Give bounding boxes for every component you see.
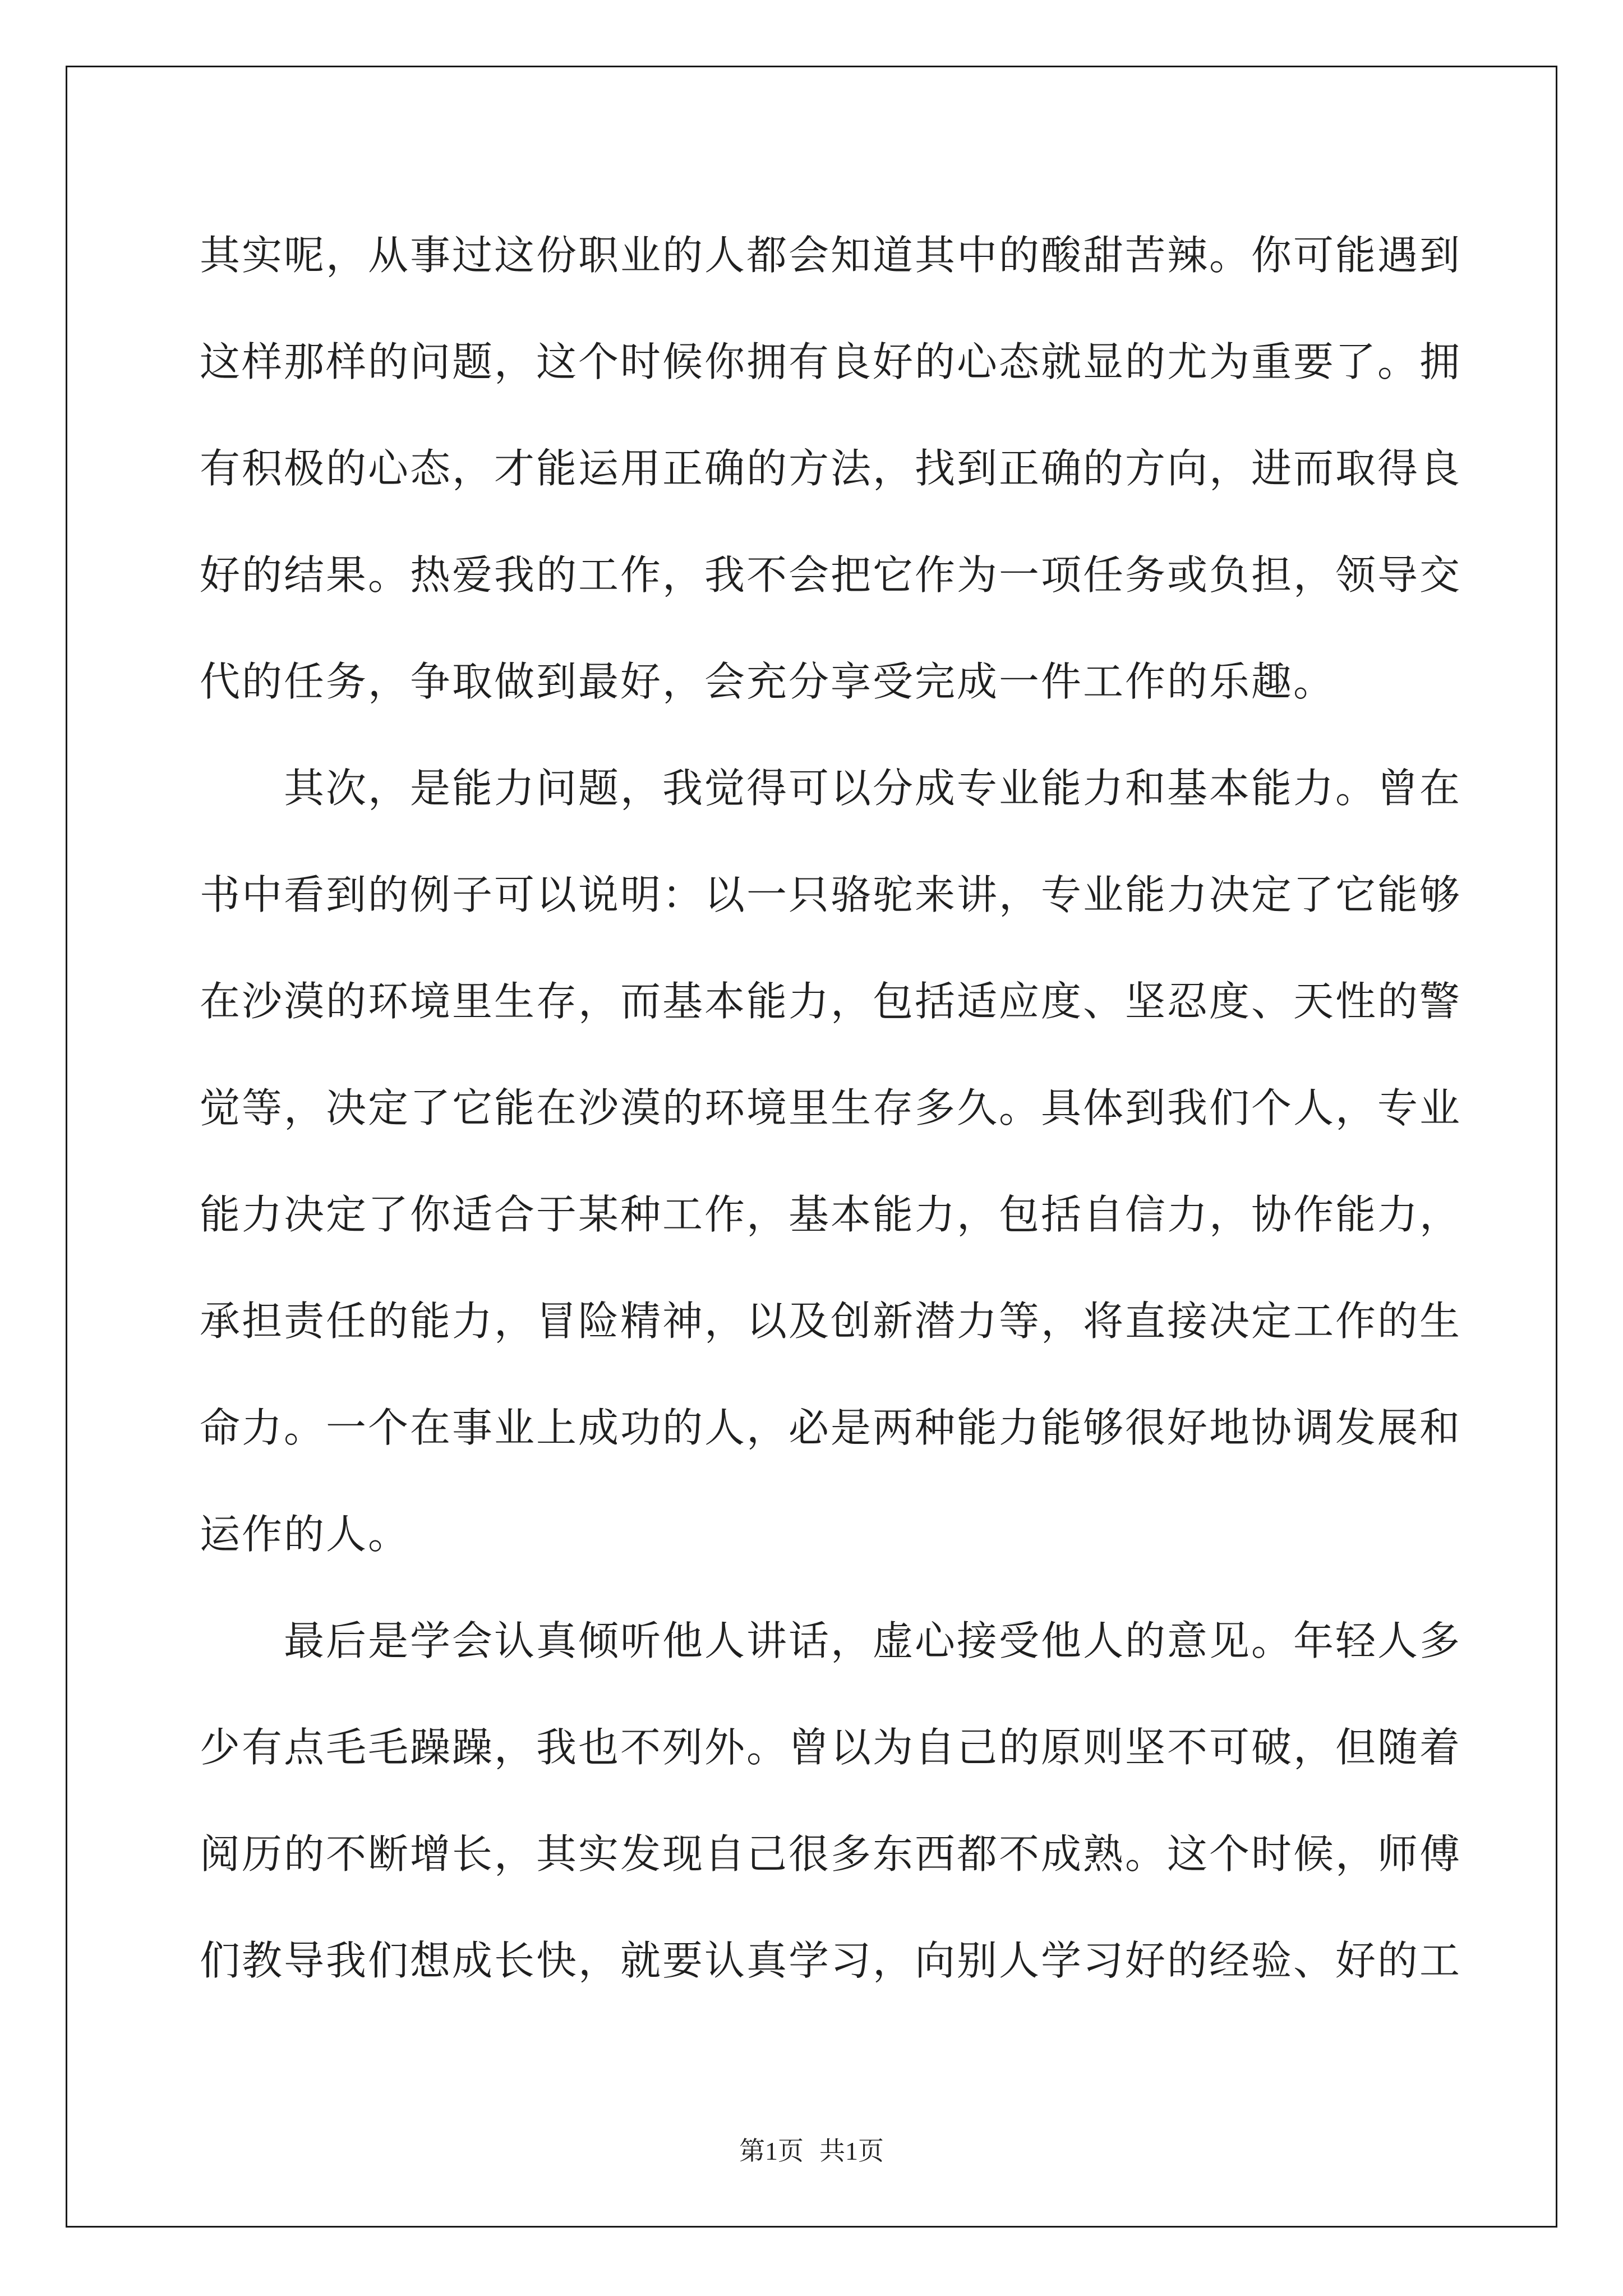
text-line: 书中看到的例子可以说明：以一只骆驼来讲，专业能力决定了它能够	[200, 871, 1462, 918]
text-line: 命力。一个在事业上成功的人，必是两种能力能够很好地协调发展和	[200, 1404, 1462, 1451]
text-line: 少有点毛毛躁躁，我也不列外。曾以为自己的原则坚不可破，但随着	[200, 1724, 1462, 1771]
text-line: 好的结果。热爱我的工作，我不会把它作为一项任务或负担，领导交	[200, 551, 1462, 599]
text-line: 觉等，决定了它能在沙漠的环境里生存多久。具体到我们个人，专业	[200, 1084, 1462, 1131]
text-line: 最后是学会认真倾听他人讲话，虚心接受他人的意见。年轻人多	[200, 1617, 1462, 1664]
text-line: 其实呢，从事过这份职业的人都会知道其中的酸甜苦辣。你可能遇到	[200, 232, 1462, 279]
page-number-total: 共1页	[819, 2137, 884, 2165]
text-line: 阅历的不断增长，其实发现自己很多东西都不成熟。这个时候，师傅	[200, 1830, 1462, 1878]
text-line: 这样那样的问题，这个时候你拥有良好的心态就显的尤为重要了。拥	[200, 338, 1462, 385]
text-line: 有积极的心态，才能运用正确的方法，找到正确的方向，进而取得良	[200, 445, 1462, 492]
text-line: 在沙漠的环境里生存，而基本能力，包括适应度、坚忍度、天性的警	[200, 978, 1462, 1025]
text-line: 运作的人。	[200, 1511, 411, 1558]
document-body	[200, 202, 1462, 2014]
text-line: 们教导我们想成长快，就要认真学习，向别人学习好的经验、好的工	[200, 1937, 1462, 1984]
page-number-current: 第1页	[739, 2137, 804, 2165]
page-footer	[0, 2131, 1623, 2168]
text-line: 其次，是能力问题，我觉得可以分成专业能力和基本能力。曾在	[200, 765, 1462, 812]
text-line: 代的任务，争取做到最好，会充分享受完成一件工作的乐趣。	[200, 658, 1336, 705]
text-line: 承担责任的能力，冒险精神，以及创新潜力等，将直接决定工作的生	[200, 1297, 1462, 1345]
text-line: 能力决定了你适合于某种工作，基本能力，包括自信力，协作能力，	[200, 1191, 1462, 1238]
